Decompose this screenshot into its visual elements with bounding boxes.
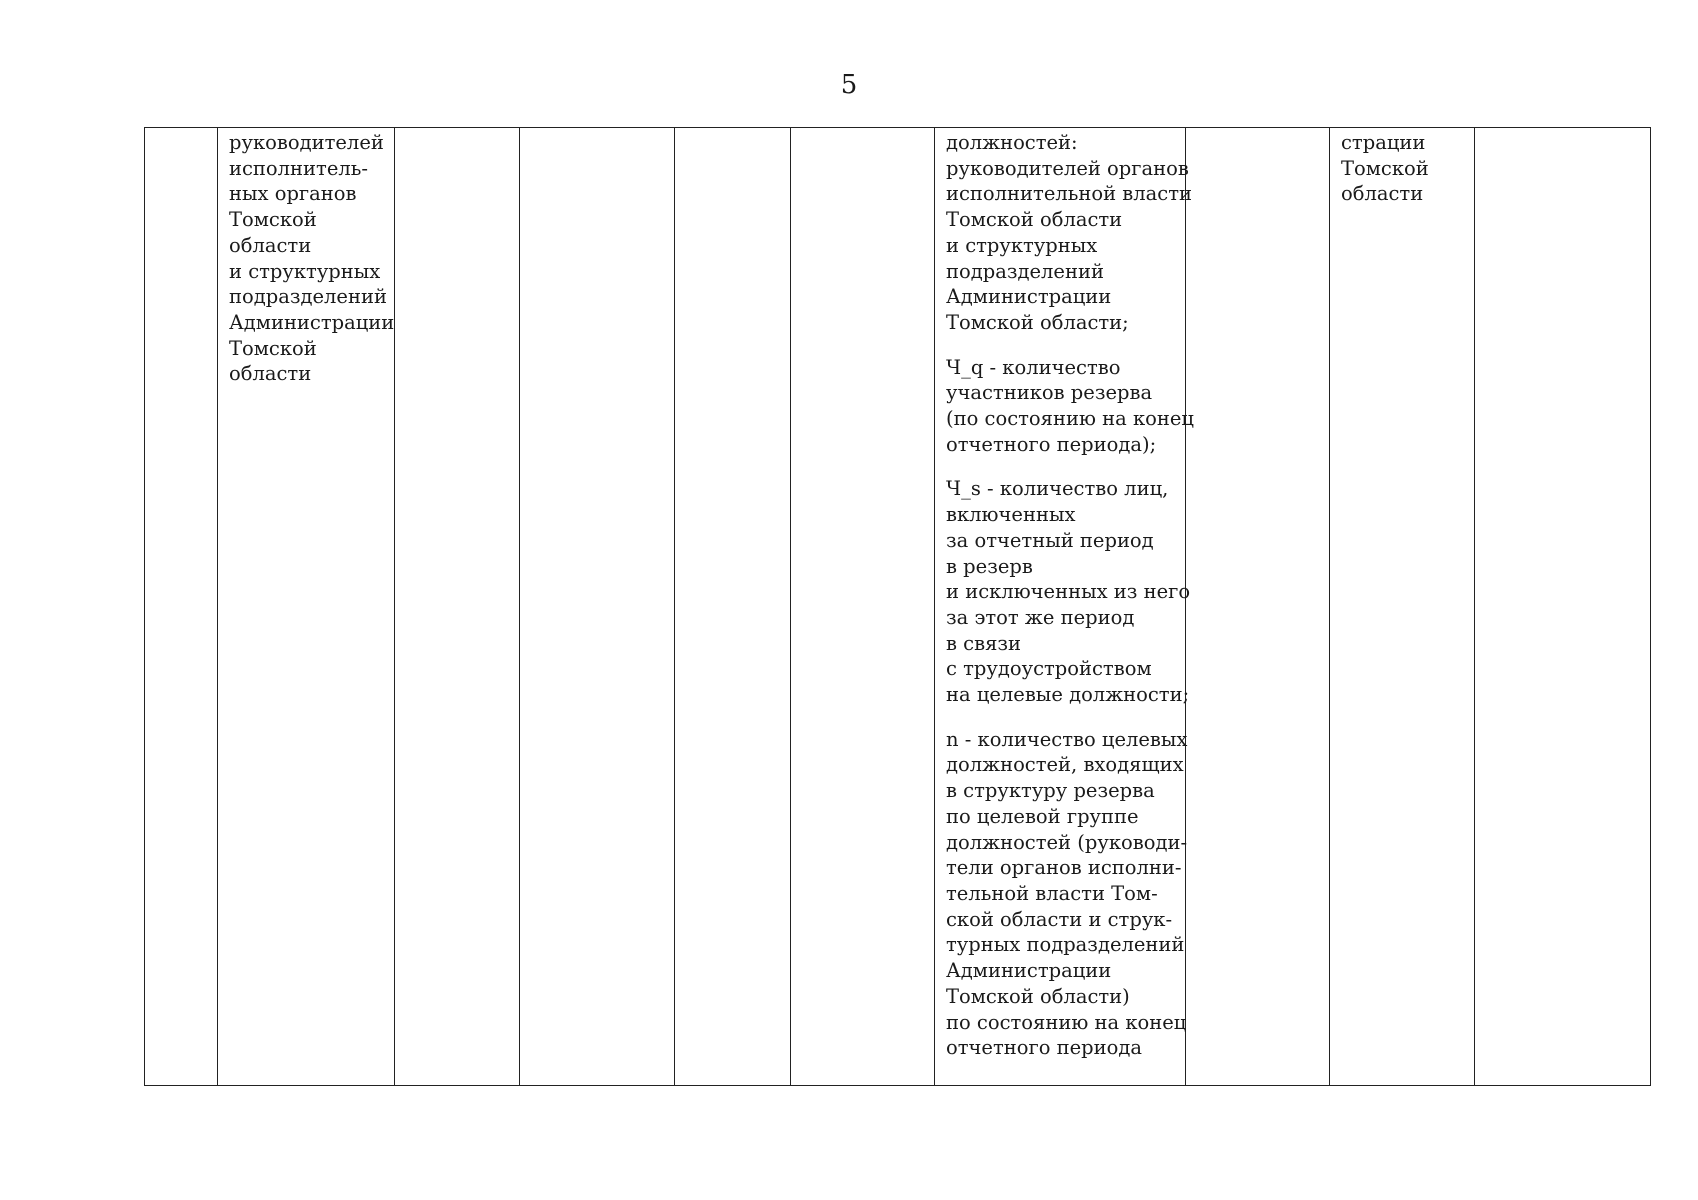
text-line: Томской области	[946, 208, 1123, 232]
text-line: турных подразделений	[946, 933, 1185, 957]
text-line: с трудоустройством	[946, 657, 1152, 681]
text-line: в связи	[946, 631, 1022, 655]
text-line: ской области и струк-	[946, 907, 1173, 931]
text-line: подразделений	[229, 285, 387, 309]
text-line: тели органов исполни-	[946, 856, 1182, 880]
text-line: ных органов	[229, 182, 357, 206]
text-line: в структуру резерва	[946, 779, 1155, 803]
table-cell-col1	[145, 128, 218, 1086]
text-line: Томской	[229, 208, 317, 232]
document-table	[144, 127, 1651, 1086]
table-cell-col6	[791, 128, 935, 1086]
table-cell-col5	[675, 128, 791, 1086]
page-number: 5	[840, 70, 858, 100]
text-line: Администрации	[946, 285, 1112, 309]
cell-text-col9	[1330, 128, 1474, 207]
text-line: в резерв	[946, 554, 1033, 578]
paragraph	[946, 355, 1194, 458]
text-line: и исключенных из него	[946, 580, 1191, 604]
text-line: включенных	[946, 503, 1076, 527]
text-line: Ч_q - количество	[946, 355, 1121, 379]
text-line: области	[229, 362, 312, 386]
text-line: за этот же период	[946, 605, 1135, 629]
text-line: участников резерва	[946, 381, 1153, 405]
table-cell-col4	[520, 128, 675, 1086]
text-line: исполнительной власти	[946, 182, 1192, 206]
text-line: n - количество целевых	[946, 727, 1188, 751]
cell-text-col2	[218, 128, 394, 387]
text-line: и структурных	[946, 233, 1098, 257]
text-line: должностей (руководи-	[946, 830, 1188, 854]
text-line: Администрации	[946, 959, 1112, 983]
paragraph	[946, 130, 1192, 336]
text-line: области	[229, 233, 312, 257]
table-row	[145, 128, 1651, 1086]
text-line: Томской	[229, 336, 317, 360]
text-line: отчетного периода);	[946, 432, 1157, 456]
text-line: исполнитель-	[229, 156, 368, 180]
text-line: по состоянию на конец	[946, 1010, 1187, 1034]
paragraph	[946, 727, 1188, 1061]
text-line: Томской	[1341, 156, 1429, 180]
table-cell-col3	[395, 128, 520, 1086]
text-line: должностей:	[946, 131, 1078, 154]
text-line: Томской области)	[946, 984, 1130, 1008]
table-cell-col7	[935, 128, 1194, 1086]
text-line: страции	[1341, 131, 1426, 154]
text-line: тельной власти Том-	[946, 881, 1158, 905]
text-line: должностей, входящих	[946, 753, 1184, 777]
text-line: на целевые должности;	[946, 683, 1190, 707]
text-line: подразделений	[946, 259, 1104, 283]
table-cell-col8	[1186, 128, 1330, 1086]
table-cell-col9	[1330, 128, 1475, 1086]
table-cell-col10	[1475, 128, 1651, 1086]
text-line: Томской области;	[946, 310, 1129, 334]
text-line: руководителей органов	[946, 156, 1189, 180]
text-line: руководителей	[229, 131, 384, 154]
paragraph	[946, 476, 1191, 707]
text-line: и структурных	[229, 259, 381, 283]
text-line: области	[1341, 182, 1424, 206]
text-line: отчетного периода	[946, 1036, 1143, 1060]
text-line: за отчетный период	[946, 528, 1154, 552]
text-line: по целевой группе	[946, 804, 1139, 828]
cell-text-col7	[935, 128, 1194, 1061]
text-line: Ч_s - количество лиц,	[946, 477, 1169, 501]
text-line: (по состоянию на конец	[946, 407, 1194, 431]
text-line: Администрации	[229, 310, 395, 334]
table-cell-col2	[218, 128, 395, 1086]
